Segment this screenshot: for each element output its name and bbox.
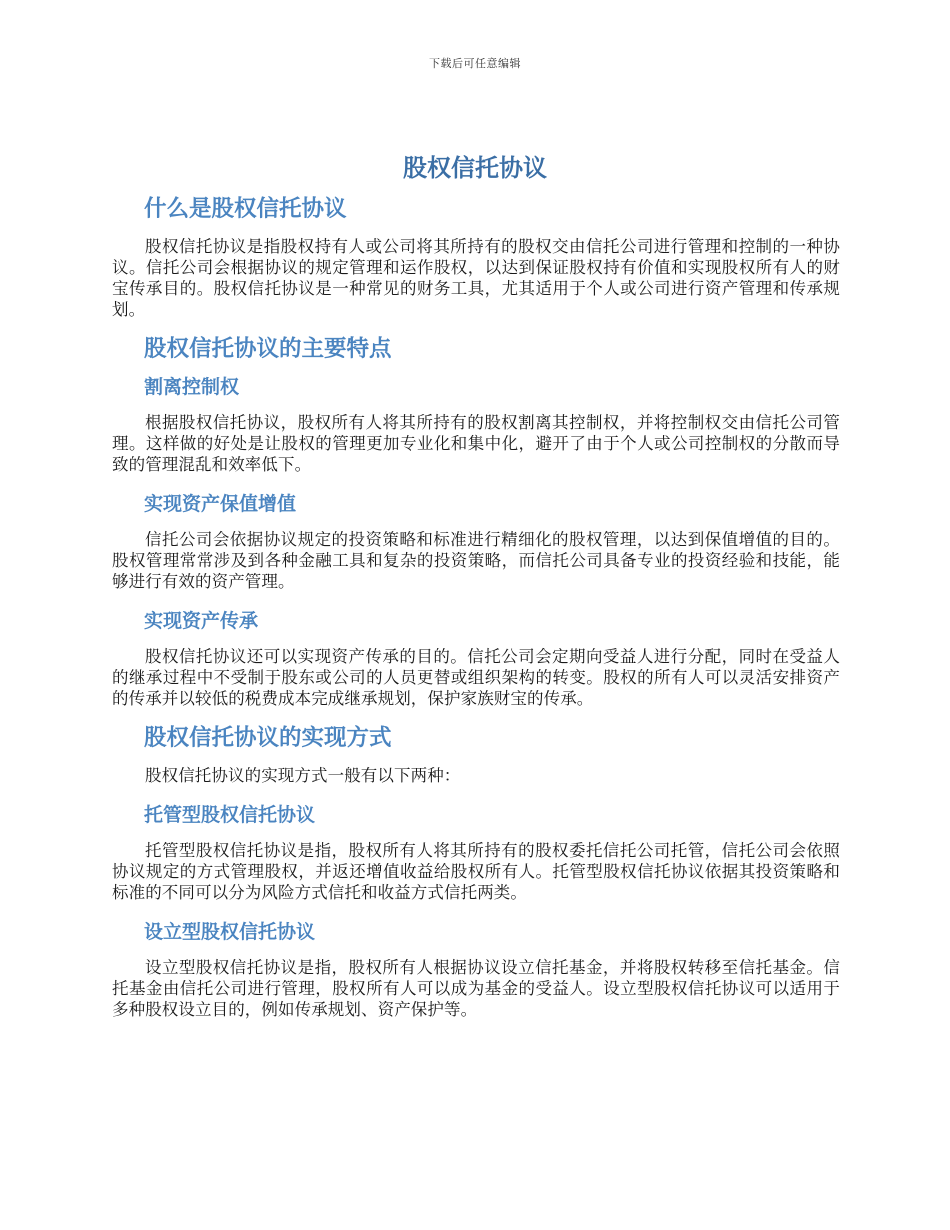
section-heading-what: 什么是股权信托协议 xyxy=(144,196,347,222)
subsection-para-asset-value: 信托公司会依据协议规定的投资策略和标准进行精细化的股权管理，以达到保值增值的目的。股权管理常常涉及到各种金融工具和复杂的投资策略，而信托公司具备专业的投资经验和技能，能够进行有效的资产管理。 xyxy=(112,530,840,591)
page-title: 股权信托协议 xyxy=(403,154,547,182)
section-heading-methods: 股权信托协议的实现方式 xyxy=(144,725,392,751)
subsection-para-separate-control: 根据股权信托协议，股权所有人将其所持有的股权割离其控制权，并将控制权交由信托公司管理。这样做的好处是让股权的管理更加专业化和集中化，避开了由于个人或公司控制权的分散而导致的管理混乱和效率低下。 xyxy=(112,413,840,474)
section-para-what: 股权信托协议是指股权持有人或公司将其所持有的股权交由信托公司进行管理和控制的一种协议。信托公司会根据协议的规定管理和运作股权，以达到保证股权持有价值和实现股权所有人的财宝传承目的。股权信托协议是一种常见的财务工具，尤其适用于个人或公司进行资产管理和传承规划。 xyxy=(112,237,840,319)
section-heading-features: 股权信托协议的主要特点 xyxy=(144,336,392,362)
subsection-heading-asset-value: 实现资产保值增值 xyxy=(144,493,297,515)
subsection-heading-asset-inheritance: 实现资产传承 xyxy=(144,610,259,632)
subsection-para-custody-type: 托管型股权信托协议是指，股权所有人将其所持有的股权委托信托公司托管，信托公司会依照协议规定的方式管理股权，并返还增值收益给股权所有人。托管型股权信托协议依据其投资策略和标准的不同可以分为风险方式信托和收益方式信托两类。 xyxy=(112,841,840,902)
header-note: 下载后可任意编辑 xyxy=(429,57,521,70)
subsection-heading-establish-type: 设立型股权信托协议 xyxy=(144,921,316,943)
subsection-para-asset-inheritance: 股权信托协议还可以实现资产传承的目的。信托公司会定期向受益人进行分配，同时在受益人的继承过程中不受制于股东或公司的人员更替或组织架构的转变。股权的所有人可以灵活安排资产的传承并以较低的税费成本完成继承规划，保护家族财宝的传承。 xyxy=(112,647,840,708)
subsection-heading-separate-control: 割离控制权 xyxy=(144,376,240,398)
document-body xyxy=(112,192,840,1020)
subsection-para-establish-type: 设立型股权信托协议是指，股权所有人根据协议设立信托基金，并将股权转移至信托基金。信托基金由信托公司进行管理，股权所有人可以成为基金的受益人。设立型股权信托协议可以适用于多种股权设立目的，例如传承规划、资产保护等。 xyxy=(112,958,840,1019)
subsection-heading-custody-type: 托管型股权信托协议 xyxy=(144,804,316,826)
section-intro-methods: 股权信托协议的实现方式一般有以下两种： xyxy=(145,766,461,785)
